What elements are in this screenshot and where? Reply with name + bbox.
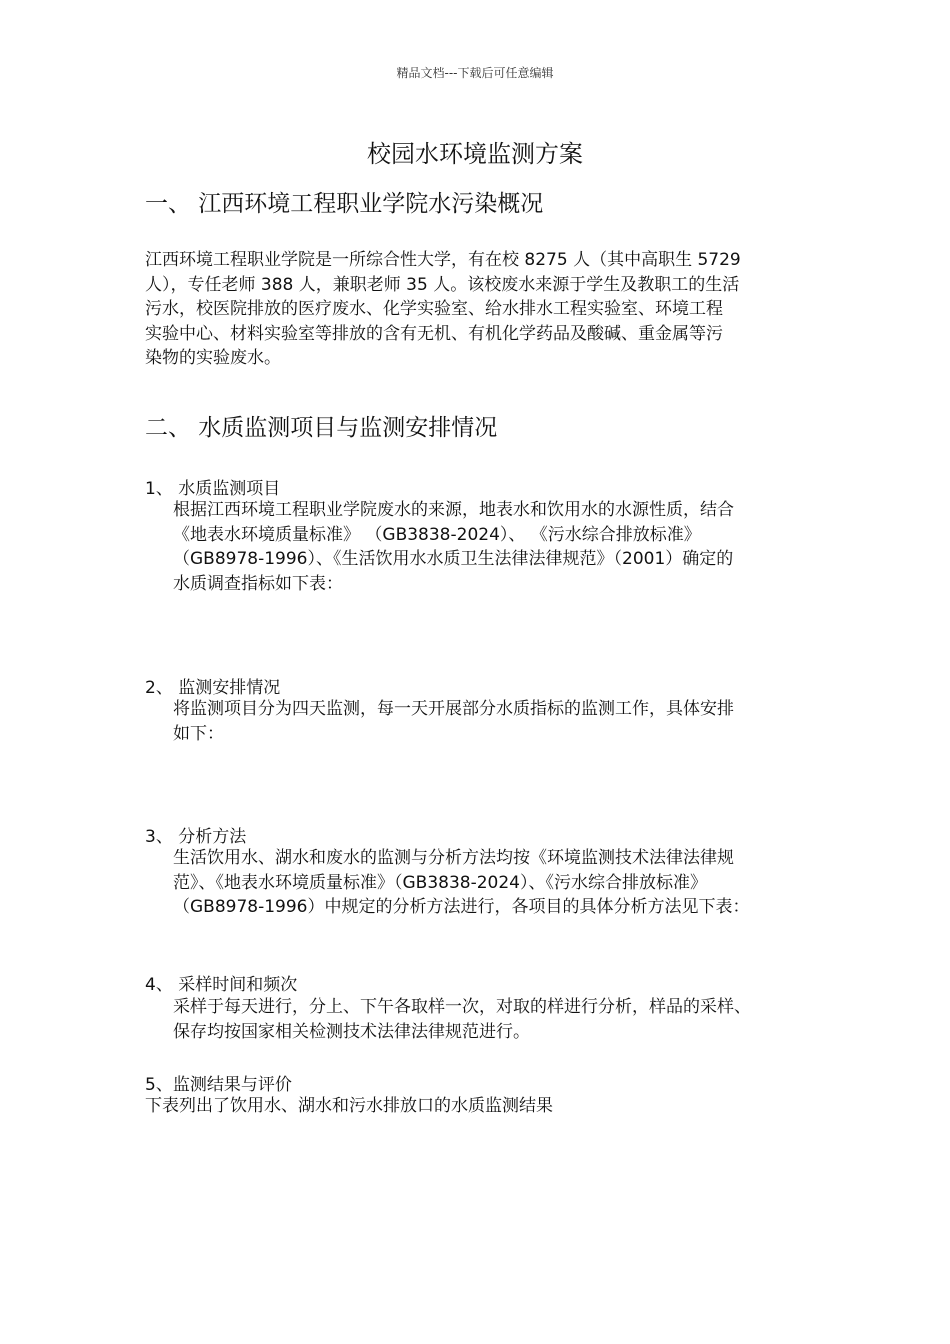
paragraph-line: （GB8978-1996）、《生活饮用水水质卫生法律法律规范》（2001）确定的	[173, 549, 734, 569]
paragraph-line: 保存均按国家相关检测技术法律法律规范进行。	[173, 1021, 530, 1042]
item-4-title: 4、 采样时间和频次	[145, 975, 298, 995]
paragraph-line: 下表列出了饮用水、湖水和污水排放口的水质监测结果	[145, 1096, 553, 1116]
item-2-title: 2、 监测安排情况	[145, 678, 281, 698]
item-5-paragraph	[145, 1094, 553, 1119]
paragraph-line: 江西环境工程职业学院是一所综合性大学，有在校 8275 人（其中高职生 5729	[145, 250, 741, 270]
header-note: 精品文档---下载后可任意编辑	[396, 66, 554, 80]
paragraph-line: 《地表水环境质量标准》 （GB3838-2024）、 《污水综合排放标准》	[173, 524, 701, 545]
paragraph-line: 范》、《地表水环境质量标准》（GB3838-2024）、《污水综合排放标准》	[173, 872, 707, 893]
item-4-paragraph	[173, 995, 751, 1044]
paragraph-line: 将监测项目分为四天监测，每一天开展部分水质指标的监测工作，具体安排	[173, 699, 734, 719]
section-1-paragraph	[145, 248, 741, 371]
paragraph-line: 染物的实验废水。	[145, 348, 281, 368]
document-title: 校园水环境监测方案	[367, 140, 583, 168]
item-1-title: 1、 水质监测项目	[145, 479, 281, 499]
item-5-title: 5、监测结果与评价	[145, 1075, 292, 1095]
paragraph-line: 污水，校医院排放的医疗废水、化学实验室、给水排水工程实验室、环境工程	[145, 299, 723, 319]
paragraph-line: 水质调查指标如下表：	[173, 573, 343, 594]
paragraph-line: 人），专任老师 388 人，兼职老师 35 人。该校废水来源于学生及教职工的生活	[145, 274, 740, 295]
item-3-title: 3、 分析方法	[145, 827, 247, 847]
paragraph-line: 采样于每天进行，分上、下午各取样一次，对取的样进行分析，样品的采样、	[173, 997, 751, 1017]
paragraph-line: 生活饮用水、湖水和废水的监测与分析方法均按《环境监测技术法律法律规	[173, 848, 734, 868]
paragraph-line: 实验中心、材料实验室等排放的含有无机、有机化学药品及酸碱、重金属等污	[145, 323, 723, 344]
paragraph-line: 如下：	[173, 723, 224, 744]
section-1-heading: 一、 江西环境工程职业学院水污染概况	[145, 191, 544, 217]
item-2-paragraph	[173, 697, 734, 746]
paragraph-line: 根据江西环境工程职业学院废水的来源，地表水和饮用水的水源性质，结合	[173, 500, 734, 520]
item-1-paragraph	[173, 498, 734, 596]
section-2-heading: 二、 水质监测项目与监测安排情况	[145, 415, 498, 441]
paragraph-line: （GB8978-1996）中规定的分析方法进行，各项目的具体分析方法见下表：	[173, 897, 750, 917]
item-3-paragraph	[173, 846, 750, 920]
